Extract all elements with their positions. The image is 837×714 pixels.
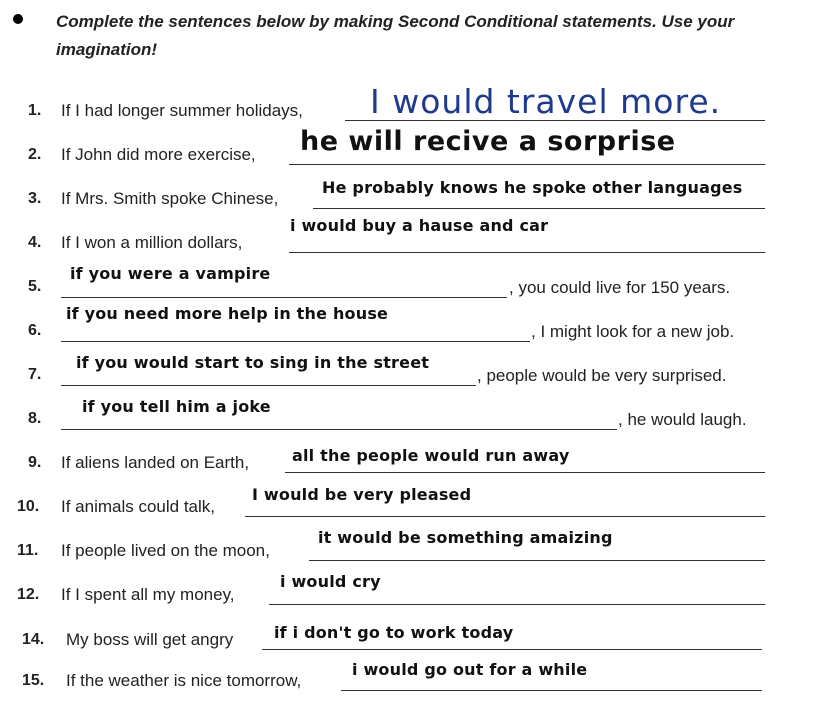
- item-number: 7.: [28, 366, 42, 383]
- answer-line: [245, 516, 765, 517]
- answer-line: [262, 649, 762, 650]
- answer-text[interactable]: i would cry: [280, 572, 381, 591]
- sentence-stem: If animals could talk,: [61, 497, 216, 516]
- item-number: 2.: [28, 146, 42, 163]
- item-number: 5.: [28, 278, 42, 295]
- answer-text[interactable]: all the people would run away: [292, 446, 570, 465]
- item-number: 10.: [17, 498, 40, 515]
- answer-text[interactable]: if you were a vampire: [70, 264, 271, 283]
- answer-text[interactable]: he will recive a sorprise: [300, 126, 676, 157]
- answer-line: [269, 604, 765, 605]
- sentence-stem: If I won a million dollars,: [61, 233, 243, 252]
- sentence-tail: , you could live for 150 years.: [509, 278, 731, 297]
- answer-line: [61, 385, 476, 386]
- answer-line: [289, 164, 765, 165]
- sentence-stem: If I spent all my money,: [61, 585, 235, 604]
- item-number: 9.: [28, 454, 42, 471]
- answer-text[interactable]: if i don't go to work today: [274, 623, 514, 642]
- sentence-stem: My boss will get angry: [66, 630, 234, 649]
- item-number: 15.: [22, 672, 45, 689]
- item-number: 14.: [22, 631, 45, 648]
- answer-line: [285, 472, 765, 473]
- sentence-tail: , people would be very surprised.: [477, 366, 727, 385]
- answer-line: [61, 297, 507, 298]
- sentence-stem: If aliens landed on Earth,: [61, 453, 250, 472]
- sentence-stem: If I had longer summer holidays,: [61, 101, 303, 120]
- answer-line: [61, 429, 617, 430]
- sentence-stem: If people lived on the moon,: [61, 541, 270, 560]
- item-number: 12.: [17, 586, 40, 603]
- sentence-stem: If the weather is nice tomorrow,: [66, 671, 302, 690]
- item-number: 4.: [28, 234, 42, 251]
- answer-text[interactable]: i would buy a hause and car: [290, 216, 549, 235]
- sentence-stem: If John did more exercise,: [61, 145, 256, 164]
- answer-text[interactable]: I would travel more.: [370, 82, 722, 121]
- item-number: 6.: [28, 322, 42, 339]
- answer-line: [289, 252, 765, 253]
- answer-text[interactable]: He probably knows he spoke other languages: [322, 178, 743, 197]
- answer-text[interactable]: if you need more help in the house: [66, 304, 389, 323]
- answer-line: [341, 690, 762, 691]
- instructions: Complete the sentences below by making Second Conditional statements. Use your imagination!: [56, 12, 735, 59]
- item-number: 11.: [17, 542, 39, 559]
- item-number: 1.: [28, 102, 42, 119]
- item-number: 3.: [28, 190, 42, 207]
- answer-text[interactable]: it would be something amaizing: [318, 528, 613, 547]
- answer-text[interactable]: if you tell him a joke: [82, 397, 271, 416]
- answer-text[interactable]: if you would start to sing in the street: [76, 353, 430, 372]
- answer-text[interactable]: I would be very pleased: [252, 485, 472, 504]
- answer-line: [61, 341, 530, 342]
- sentence-tail: , he would laugh.: [618, 410, 747, 429]
- bullet-point: [13, 14, 23, 24]
- answer-text[interactable]: i would go out for a while: [352, 660, 588, 679]
- sentence-stem: If Mrs. Smith spoke Chinese,: [61, 189, 279, 208]
- answer-line: [313, 208, 765, 209]
- answer-line: [309, 560, 765, 561]
- sentence-tail: , I might look for a new job.: [531, 322, 735, 341]
- item-number: 8.: [28, 410, 42, 427]
